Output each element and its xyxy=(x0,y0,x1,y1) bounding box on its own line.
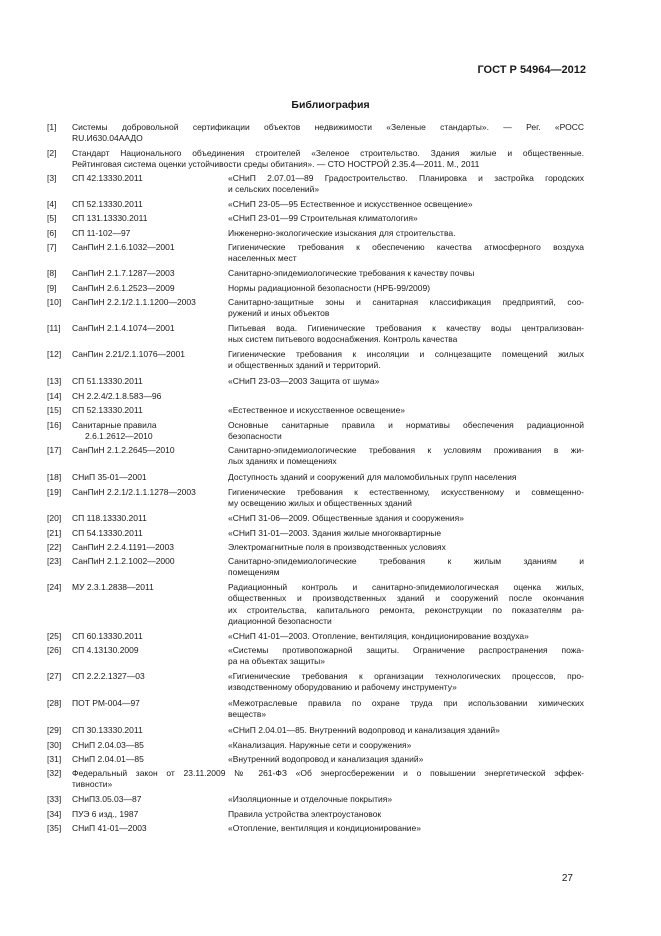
entry-code xyxy=(72,445,232,456)
entry-code-line: СанПиН 2.1.6.1032—2001 xyxy=(72,242,175,252)
entry-code-line: СанПиН 2.1.7.1287—2003 xyxy=(72,268,175,278)
entry-number: [1] xyxy=(47,122,57,132)
section-title: Библиография xyxy=(291,99,370,111)
entry-code-line: СП 4.13130.2009 xyxy=(72,645,139,655)
entry-title-line: Санитарно-эпидемиологические требования к качеству почвы xyxy=(228,268,475,278)
entry-code-line: СНиП3.05.03—87 xyxy=(72,794,142,804)
entry-text-line: тивности» xyxy=(72,779,113,790)
entry-code xyxy=(72,297,232,308)
entry-title xyxy=(228,698,584,721)
entry-title xyxy=(228,405,584,416)
entry-title-line: общественных и производственных зданий и сооружений после окончания xyxy=(228,593,584,604)
entry-title-line: населенных мест xyxy=(228,253,297,264)
entry-title-line: помещениям xyxy=(228,567,280,578)
entry-title-line: «СНиП 23-05—95 Естественное и искусственное освещение» xyxy=(228,199,473,209)
entry-number: [26] xyxy=(47,645,62,655)
entry-title-line: безопасности xyxy=(228,431,282,442)
entry-number: [7] xyxy=(47,242,57,252)
entry-code-line: СанПиН 2.1.4.1074—2001 xyxy=(72,323,175,333)
entry-title xyxy=(228,542,584,553)
entry-code-line: СП 52.13330.2011 xyxy=(72,405,143,415)
entry-title-line: «СНиП 2.04.01—85. Внутренний водопровод и канализация зданий» xyxy=(228,725,500,735)
entry-title xyxy=(228,528,584,539)
entry-code-line: ПУЭ 6 изд., 1987 xyxy=(72,809,139,819)
entry-title-line: Санитарно-эпидемиологические требования к жилым зданиям и xyxy=(228,556,584,566)
entry-code xyxy=(72,242,232,253)
entry-title-line: «Естественное и искусственное освещение» xyxy=(228,405,406,415)
entry-code-line: СанПиН 2.2.1/2.1.1.1200—2003 xyxy=(72,297,196,307)
entry-title xyxy=(228,213,584,224)
entry-text-line: Стандарт Национального объединения строителей «Зеленое строительство. Здания жилые и общественные. xyxy=(72,148,584,158)
entry-code xyxy=(72,740,232,751)
entry-number: [21] xyxy=(47,528,62,538)
entry-code-line: СП 11-102—97 xyxy=(72,228,131,238)
entry-title-line: веществ» xyxy=(228,709,267,720)
entry-title-line: му освещению жилых и общественных зданий xyxy=(228,498,412,509)
entry-title xyxy=(228,199,584,210)
entry-title xyxy=(228,242,584,265)
entry-code-line: СанПиН 2.2.1/2.1.1.1278—2003 xyxy=(72,487,196,497)
entry-text-line: Рейтинговая система оценки устойчивости среды обитания». — СТО НОСТРОЙ 2.35.4—2011. М., 2011 xyxy=(72,159,480,170)
entry-title-line: «СНиП 31-06—2009. Общественные здания и сооружения» xyxy=(228,513,464,523)
entry-title xyxy=(228,754,584,765)
entry-number: [34] xyxy=(47,809,62,819)
entry-number: [15] xyxy=(47,405,62,415)
entry-title-line: «Системы противопожарной защиты. Ограничение распространения пожа- xyxy=(228,645,584,655)
entry-title-line: «Изоляционные и отделочные покрытия» xyxy=(228,794,393,804)
entry-code-line: МУ 2.3.1.2838—2011 xyxy=(72,582,154,592)
entry-title-line: изводственному оборудованию и рабочему инструменту» xyxy=(228,682,457,693)
entry-title xyxy=(228,349,584,372)
entry-title xyxy=(228,631,584,642)
gost-number: ГОСТ Р 54964—2012 xyxy=(477,64,586,76)
entry-number: [12] xyxy=(47,349,62,359)
entry-code-line: СНиП 41-01—2003 xyxy=(72,823,147,833)
entry-title-line: Правила устройства электроустановок xyxy=(228,809,382,819)
entry-code-line: СП 60.13330.2011 xyxy=(72,631,143,641)
entry-code xyxy=(72,405,232,416)
entry-number: [19] xyxy=(47,487,62,497)
entry-title-line: Питьевая вода. Гигиенические требования к качеству воды централизован- xyxy=(228,323,584,333)
entry-code xyxy=(72,725,232,736)
entry-code xyxy=(72,349,232,360)
entry-code-line: СП 118.13330.2011 xyxy=(72,513,147,523)
entry-code-line: СНиП 35-01—2001 xyxy=(72,472,147,482)
entry-title xyxy=(228,671,584,694)
entry-number: [22] xyxy=(47,542,62,552)
entry-title-line: Гигиенические требования к обеспечению качества атмосферного воздуха xyxy=(228,242,584,252)
entry-title-line: Санитарно-эпидемиологические требования к условиям проживания в жи- xyxy=(228,445,584,455)
entry-number: [2] xyxy=(47,148,57,158)
entry-number: [33] xyxy=(47,794,62,804)
entry-title-line: ных систем питьевого водоснабжения. Контроль качества xyxy=(228,334,458,345)
entry-number: [13] xyxy=(47,376,62,386)
entry-code xyxy=(72,173,232,184)
entry-title xyxy=(228,376,584,387)
entry-title-line: Электромагнитные поля в производственных условиях xyxy=(228,542,446,552)
entry-title-line: Гигиенические требования к естественному, искусственному и совмещенно- xyxy=(228,487,584,497)
entry-title xyxy=(228,823,584,834)
entry-title xyxy=(228,487,584,510)
entry-title-line: «СНиП 31-01—2003. Здания жилые многоквартирные xyxy=(228,528,442,538)
entry-title xyxy=(228,809,584,820)
entry-number: [5] xyxy=(47,213,57,223)
entry-code xyxy=(72,228,232,239)
entry-code xyxy=(72,199,232,210)
entry-title-line: «СНиП 23-01—99 Строительная климатология» xyxy=(228,213,418,223)
page-number: 27 xyxy=(561,873,573,884)
entry-number: [24] xyxy=(47,582,62,592)
entry-code-line: СП 2.2.2.1327—03 xyxy=(72,671,145,681)
entry-code xyxy=(72,809,232,820)
entry-title xyxy=(228,582,584,628)
entry-title xyxy=(228,725,584,736)
entry-title-line: «СНиП 41-01—2003. Отопление, вентиляция, кондиционирование воздуха» xyxy=(228,631,529,641)
entry-code xyxy=(72,513,232,524)
entry-title-line: Доступность зданий и сооружений для маломобильных групп населения xyxy=(228,472,517,482)
entry-code xyxy=(72,420,232,443)
entry-code xyxy=(72,698,232,709)
entry-code xyxy=(72,645,232,656)
entry-number: [9] xyxy=(47,283,57,293)
entry-code-line: СанПиН 2.2.4.1191—2003 xyxy=(72,542,174,552)
entry-code xyxy=(72,528,232,539)
entry-code-line: СанПиН 2.6.1.2523—2009 xyxy=(72,283,175,293)
entry-title-line: «СНиП 2.07.01—89 Градостроительство. Планировка и застройка городских xyxy=(228,173,584,183)
entry-title-line: диационной безопасности xyxy=(228,616,332,627)
entry-text xyxy=(72,122,584,145)
entry-code xyxy=(72,823,232,834)
entry-number: [17] xyxy=(47,445,62,455)
entry-code xyxy=(72,283,232,294)
entry-text-line: RU.И630.04ААДО xyxy=(72,133,143,144)
entry-title-line: ра на объектах защиты» xyxy=(228,656,325,667)
entry-code-line: СанПиН 2.1.2.2645—2010 xyxy=(72,445,175,455)
entry-code xyxy=(72,754,232,765)
entry-code xyxy=(72,582,232,593)
entry-title-line: «Внутренний водопровод и канализация зданий» xyxy=(228,754,424,764)
entry-title xyxy=(228,297,584,320)
entry-number: [20] xyxy=(47,513,62,523)
entry-number: [27] xyxy=(47,671,62,681)
entry-title xyxy=(228,420,584,443)
entry-number: [16] xyxy=(47,420,62,430)
entry-number: [3] xyxy=(47,173,57,183)
entry-code xyxy=(72,391,232,402)
entry-title-line: «Межотраслевые правила по охране труда при использовании химических xyxy=(228,698,584,708)
entry-title-line: ружений и иных объектов xyxy=(228,308,330,319)
entry-title xyxy=(228,645,584,668)
entry-title xyxy=(228,513,584,524)
entry-number: [31] xyxy=(47,754,62,764)
entry-title xyxy=(228,794,584,805)
entry-title xyxy=(228,472,584,483)
entry-code-line: СанПиН 2.1.2.1002—2000 xyxy=(72,556,175,566)
entry-number: [10] xyxy=(47,297,62,307)
entry-code-line: СП 42.13330.2011 xyxy=(72,173,143,183)
entry-number: [23] xyxy=(47,556,62,566)
entry-title-line: их строительства, капитального ремонта, реконструкции по показателям ра- xyxy=(228,604,584,615)
entry-number: [30] xyxy=(47,740,62,750)
entry-number: [6] xyxy=(47,228,57,238)
entry-title-line: и сельских поселений» xyxy=(228,184,320,195)
entry-text-line: Системы добровольной сертификации объектов недвижимости «Зеленые стандарты». — Рег. «РОСС xyxy=(72,122,584,132)
entry-number: [25] xyxy=(47,631,62,641)
entry-title xyxy=(228,323,584,346)
entry-number: [35] xyxy=(47,823,62,833)
entry-code xyxy=(72,472,232,483)
entry-title xyxy=(228,228,584,239)
entry-code xyxy=(72,323,232,334)
entry-code xyxy=(72,487,232,498)
entry-code-line: СНиП 2.04.03—85 xyxy=(72,740,144,750)
entry-code-line: СН 2.2.4/2.1.8.583—96 xyxy=(72,391,162,401)
entry-title-line: Основные санитарные правила и нормативы обеспечения радиационной xyxy=(228,420,584,430)
entry-title-line: лых зданиях и помещениях xyxy=(228,456,337,467)
entry-code-line: СП 30.13330.2011 xyxy=(72,725,143,735)
entry-code-line: СП 54.13330.2011 xyxy=(72,528,143,538)
entry-title-line: Нормы радиационной безопасности (НРБ-99/2009) xyxy=(228,283,431,293)
entry-code xyxy=(72,556,232,567)
entry-title-line: «Канализация. Наружные сети и сооружения» xyxy=(228,740,412,750)
entry-title xyxy=(228,283,584,294)
entry-code xyxy=(72,213,232,224)
entry-code xyxy=(72,376,232,387)
entry-number: [29] xyxy=(47,725,62,735)
entry-text xyxy=(72,768,584,791)
entry-title-line: Гигиенические требования к инсоляции и солнцезащите помещений жилых xyxy=(228,349,584,359)
entry-number: [14] xyxy=(47,391,62,401)
entry-title-line: «Гигиенические требования к организации технологических процессов, про- xyxy=(228,671,584,681)
entry-title-line: «Отопление, вентиляция и кондиционирование» xyxy=(228,823,422,833)
entry-text-line: Федеральный закон от 23.11.2009 № 261-ФЗ «Об энергосбережении и о повышении энергетической эффек- xyxy=(72,768,584,778)
entry-code-line: СП 131.13330.2011 xyxy=(72,213,148,223)
entry-number: [11] xyxy=(47,323,61,333)
entry-code-line: СП 51.13330.2011 xyxy=(72,376,143,386)
entry-code xyxy=(72,671,232,682)
entry-code xyxy=(72,631,232,642)
entry-title xyxy=(228,740,584,751)
entry-title xyxy=(228,556,584,579)
entry-code-line: Санитарные правила xyxy=(72,420,157,430)
entry-number: [28] xyxy=(47,698,62,708)
entry-code-line: ПОТ РМ-004—97 xyxy=(72,698,140,708)
entry-number: [4] xyxy=(47,199,57,209)
entry-code xyxy=(72,268,232,279)
entry-title-line: Санитарно-защитные зоны и санитарная классификация предприятий, соо- xyxy=(228,297,584,307)
entry-code-line: СП 52.13330.2011 xyxy=(72,199,143,209)
entry-title-line: Радиационный контроль и санитарно-эпидемиологическая оценка жилых, xyxy=(228,582,584,592)
entry-title-line: «СНиП 23-03—2003 Защита от шума» xyxy=(228,376,380,386)
entry-title xyxy=(228,445,584,468)
entry-code xyxy=(72,542,232,553)
entry-code-line: СанПин 2.21/2.1.1076—2001 xyxy=(72,349,185,359)
entry-title-line: Инженерно-экологические изыскания для строительства. xyxy=(228,228,456,238)
entry-code-line: СНиП 2.04.01—85 xyxy=(72,754,144,764)
entry-number: [8] xyxy=(47,268,57,278)
entry-title xyxy=(228,173,584,196)
entry-number: [18] xyxy=(47,472,62,482)
entry-text xyxy=(72,148,584,171)
entry-title-line: и общественных зданий и территорий. xyxy=(228,360,381,371)
entry-code-line: 2.6.1.2612—2010 xyxy=(85,431,153,442)
entry-number: [32] xyxy=(47,768,62,778)
entry-title xyxy=(228,268,584,279)
entry-code xyxy=(72,794,232,805)
